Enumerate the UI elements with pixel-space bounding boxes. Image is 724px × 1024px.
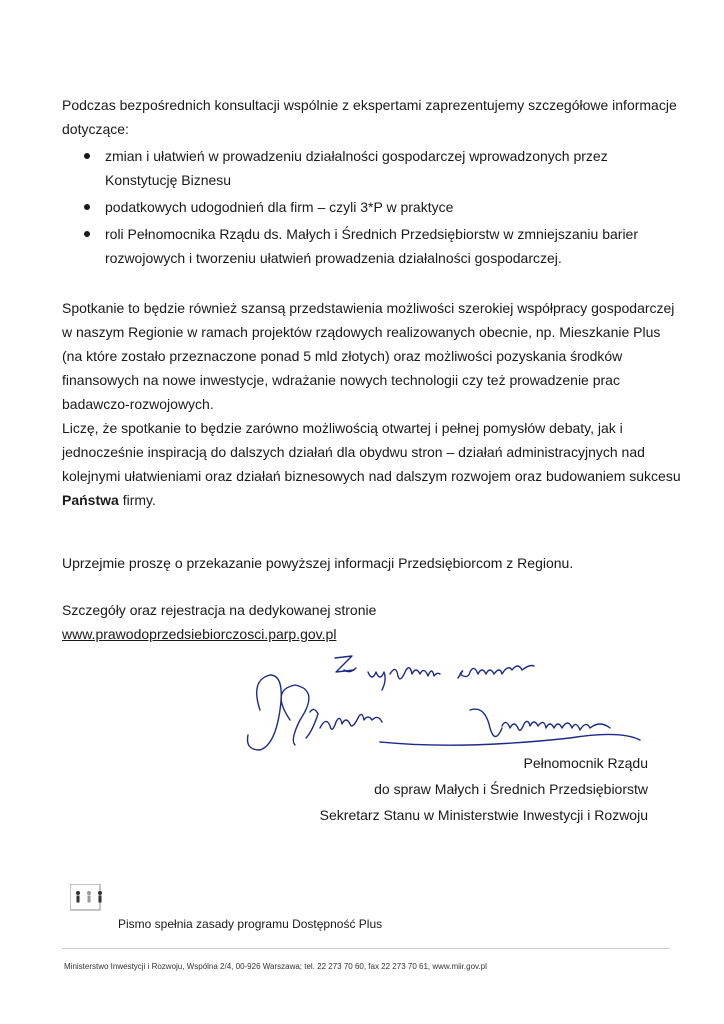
signatory-title: Pełnomocnik Rządu (523, 755, 648, 771)
handwritten-signature (240, 650, 660, 765)
bullet-icon (84, 204, 90, 210)
emphasis-text: Państwa (62, 492, 119, 508)
intro-paragraph: Podczas bezpośrednich konsultacji wspólnie z ekspertami zaprezentujemy szczegółowe informacje dotyczące: (62, 97, 677, 137)
dostepnosc-plus-logo-icon (70, 884, 112, 914)
list-item (62, 195, 682, 219)
ministry-footer: Ministerstwo Inwestycji i Rozwoju, Wspólna 2/4, 00-926 Warszawa; tel. 22 273 70 60, fax 22 273 70 61, www.miir.gov.pl (64, 962, 487, 971)
request-paragraph: Uprzejmie proszę o przekazanie powyższej informacji Przedsiębiorcom z Regionu. (62, 555, 574, 571)
list-item-text: roli Pełnomocnika Rządu ds. Małych i Średnich Przedsiębiorstw w zmniejszaniu barier rozwojowych i tworzeniu ułatwień prowadzenia działalności gospodarczej. (105, 226, 638, 266)
signatory-position: Sekretarz Stanu w Ministerstwie Inwestycji i Rozwoju (319, 807, 648, 823)
bullet-icon (84, 153, 90, 159)
list-item (62, 144, 682, 192)
topics-list (62, 144, 682, 273)
bullet-icon (84, 231, 90, 237)
accessibility-note: Pismo spełnia zasady programu Dostępność Plus (118, 917, 383, 931)
debate-text-end: firmy. (118, 492, 156, 508)
debate-text: Liczę, że spotkanie to będzie zarówno możliwością otwartej i pełnej pomysłów debaty, jak i jednocześnie inspiracją do dalszych działań dla obydwu stron – działań administracyjnych nad kolejnymi ułatwieniami oraz działań biznesowych nad dalszym rozwojem oraz budowaniem sukcesu (62, 420, 681, 484)
signatory-block (320, 750, 648, 828)
footer-divider (62, 948, 670, 949)
debate-paragraph (62, 416, 682, 512)
registration-paragraph (62, 598, 682, 646)
cooperation-paragraph-part1: Spotkanie to będzie również szansą przedstawienia możliwości szerokiej współpracy gospodarczej w naszym Regionie w ramach projektów rządowych realizowanych obecnie, np. Mieszkanie Plus (na które zostało przeznaczone ponad 5 mld złotych) oraz możliwości pozyskania środków finansowych na nowe inwestycje, wdrażanie nowych technologii czy też prowadzenie prac badawczo-rozwojowych. (62, 300, 675, 412)
list-item (62, 222, 682, 270)
list-item-text: zmian i ułatwień w prowadzeniu działalności gospodarczej wprowadzonych przez Konstytucję Biznesu (105, 148, 608, 188)
registration-link[interactable]: www.prawodoprzedsiebiorczosci.parp.gov.pl (62, 626, 337, 642)
cooperation-paragraph (62, 296, 682, 512)
signatory-role: do spraw Małych i Średnich Przedsiębiorstw (374, 781, 648, 797)
list-item-text: podatkowych udogodnień dla firm – czyli 3*P w praktyce (105, 199, 454, 215)
registration-text: Szczegóły oraz rejestracja na dedykowanej stronie (62, 602, 377, 618)
